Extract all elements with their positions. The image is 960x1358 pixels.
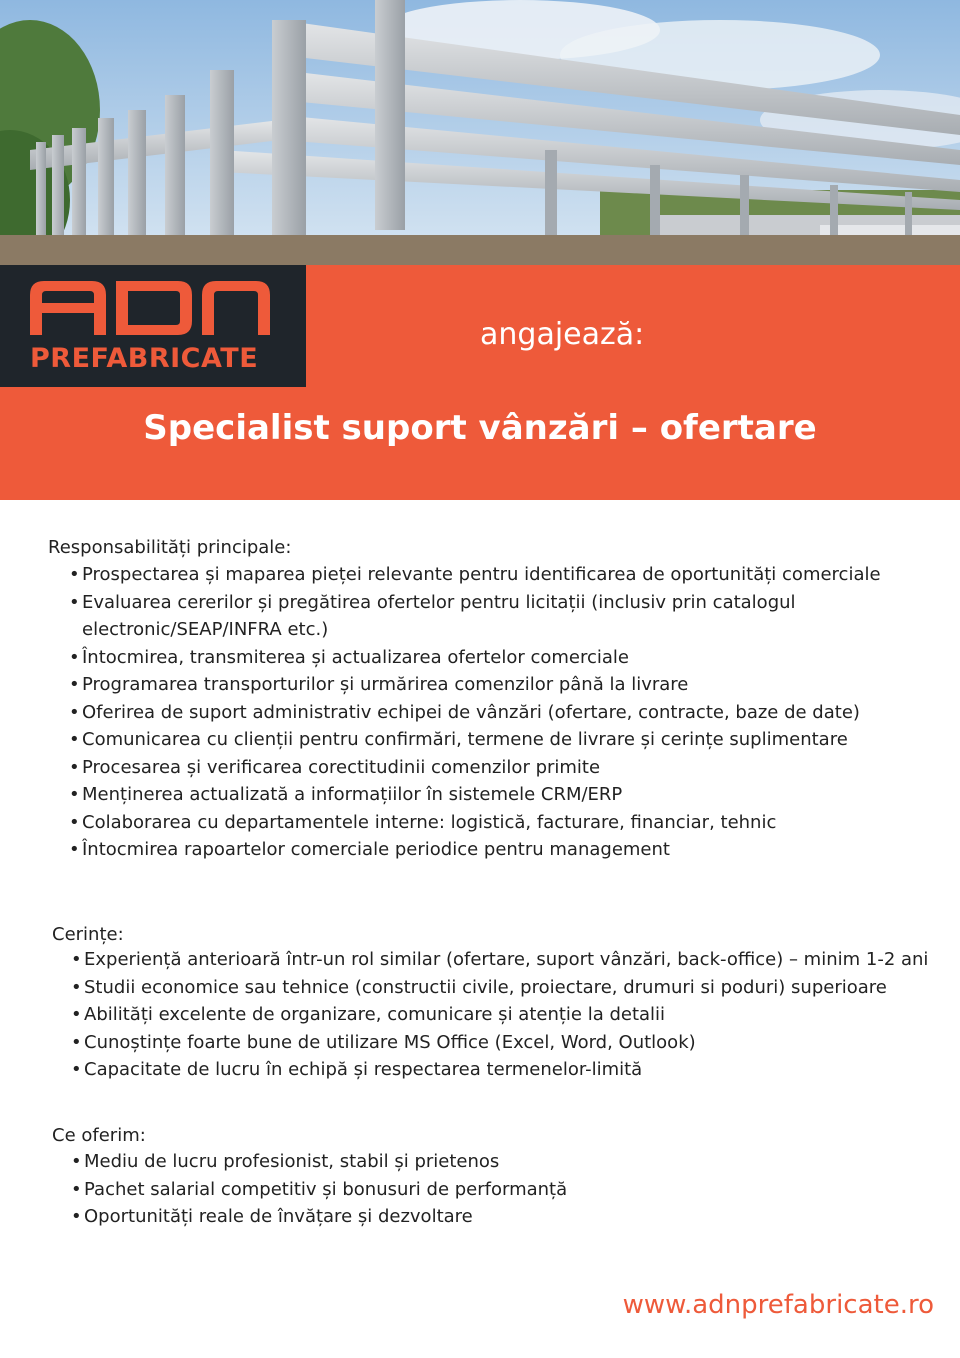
list-item: • Oportunități reale de învățare și dezvoltare: [71, 1203, 933, 1231]
list-item: • Studii economice sau tehnice (constructii civile, proiectare, drumuri si poduri) superioare: [71, 974, 933, 1002]
adn-logo-mark: [30, 281, 270, 335]
list-item: • Întocmirea, transmiterea și actualizarea ofertelor comerciale: [69, 644, 949, 672]
hero-photo: [0, 0, 960, 265]
list-item: • Abilități excelente de organizare, comunicare și atenție la detalii: [71, 1001, 933, 1029]
offer-list: [71, 1148, 933, 1231]
website-link[interactable]: www.adnprefabricate.ro: [622, 1290, 934, 1320]
list-item: • Întocmirea rapoartelor comerciale periodice pentru management: [69, 836, 949, 864]
offer-heading: Ce oferim:: [52, 1125, 146, 1146]
hiring-label: angajează:: [480, 317, 645, 352]
list-item: • Mediu de lucru profesionist, stabil și prietenos: [71, 1148, 933, 1176]
list-item: • Colaborarea cu departamentele interne: logistică, facturare, financiar, tehnic: [69, 809, 949, 837]
requirements-list: [71, 946, 933, 1084]
list-item: • Experiență anterioară într-un rol similar (ofertare, suport vânzări, back-office) – minim 1-2 ani: [71, 946, 933, 974]
requirements-heading: Cerințe:: [52, 924, 124, 945]
list-item: • Comunicarea cu clienții pentru confirmări, termene de livrare și cerințe suplimentare: [69, 726, 949, 754]
logo-text: PREFABRICATE: [30, 343, 259, 374]
responsibilities-list: [69, 561, 949, 864]
list-item: • Procesarea și verificarea corectitudinii comenzilor primite: [69, 754, 949, 782]
list-item: • Oferirea de suport administrativ echipei de vânzări (ofertare, contracte, baze de date): [69, 699, 949, 727]
responsibilities-heading: Responsabilități principale:: [48, 537, 292, 558]
list-item: • Cunoștințe foarte bune de utilizare MS Office (Excel, Word, Outlook): [71, 1029, 933, 1057]
company-logo: [0, 265, 306, 387]
job-title: Specialist suport vânzări – ofertare: [143, 408, 817, 448]
list-item: • Menținerea actualizată a informațiilor în sistemele CRM/ERP: [69, 781, 949, 809]
list-item: • Capacitate de lucru în echipă și respectarea termenelor-limită: [71, 1056, 933, 1084]
list-item: • Prospectarea și maparea pieței relevante pentru identificarea de oportunități comerciale: [69, 561, 949, 589]
list-item: • Pachet salarial competitiv și bonusuri de performanță: [71, 1176, 933, 1204]
list-item: • Evaluarea cererilor și pregătirea ofertelor pentru licitații (inclusiv prin catalogul electronic/SEAP/INFRA etc.): [69, 589, 949, 644]
list-item: • Programarea transporturilor și urmărirea comenzilor până la livrare: [69, 671, 949, 699]
